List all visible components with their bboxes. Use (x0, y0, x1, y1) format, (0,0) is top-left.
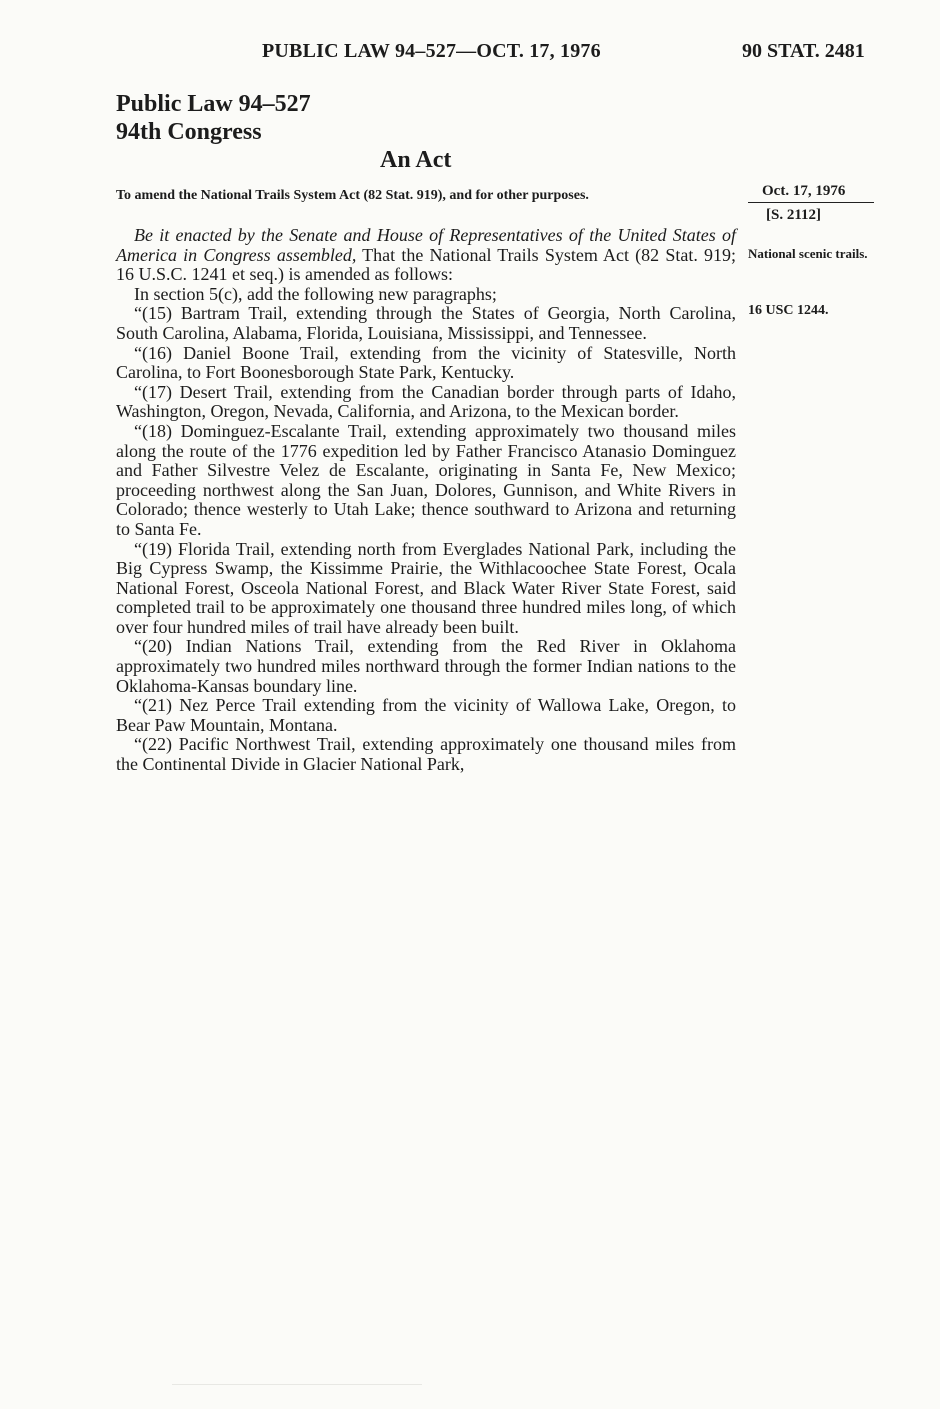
section-paragraph-17: “(17) Desert Trail, extending from the Canadian border through parts of Idaho, Washington, Oregon, Nevada, California, and Arizona, to the Mexican border. (116, 381, 736, 422)
margin-citation: 16 USC 1244. (748, 303, 829, 318)
section-paragraph-18: “(18) Dominguez-Escalante Trail, extending approximately two thousand miles along the route of the 1776 expedition led by Father Francisco Atanasio Dominguez and Father Silvestre Velez de Escalante, originating in Santa Fe, New Mexico; proceeding northwest along the San Juan, Dolores, Gunnison, and White Rivers in Colorado; thence westerly to Utah Lake; thence southward to Arizona and returning to Santa Fe. (116, 420, 736, 539)
enacting-formula: Be it enacted by the Senate and House of Representatives of the United States of America in Congress assembled, (116, 225, 736, 265)
margin-date: Oct. 17, 1976 (748, 181, 874, 203)
running-header (0, 40, 940, 66)
margin-note: National scenic trails. (748, 246, 868, 261)
congress-number: 94th Congress (116, 119, 262, 145)
section-paragraph-19: “(19) Florida Trail, extending north from Everglades National Park, including the Big Cypress Swamp, the Kissimme Prairie, the Withlacoochee State Forest, Ocala National Forest, Osceola National Forest, and Black Water River State Forest, said completed trail to be approximately one thousand three hundred miles long, of which over four hundred miles of trail have already been built. (116, 538, 736, 637)
section-paragraph-16: “(16) Daniel Boone Trail, extending from the vicinity of Statesville, North Carolina, to Fort Boonesborough State Park, Kentucky. (116, 342, 736, 383)
running-title: PUBLIC LAW 94–527—OCT. 17, 1976 (262, 40, 601, 62)
section-paragraph-15: “(15) Bartram Trail, extending through the States of Georgia, North Carolina, South Carolina, Alabama, Florida, Louisiana, Mississippi, and Tennessee. (116, 303, 736, 343)
section-paragraph-intro: In section 5(c), add the following new paragraphs; (134, 283, 497, 304)
section-paragraph-21: “(21) Nez Perce Trail extending from the vicinity of Wallowa Lake, Oregon, to Bear Paw Mountain, Montana. (116, 695, 736, 735)
act-body (116, 226, 736, 775)
act-purpose: To amend the National Trails System Act (82 Stat. 919), and for other purposes. (116, 188, 589, 203)
enacting-clause (116, 226, 736, 285)
act-heading: An Act (380, 147, 452, 173)
section-paragraph-20: “(20) Indian Nations Trail, extending from the Red River in Oklahoma approximately two hundred miles northward through the former Indian nations to the Oklahoma-Kansas boundary line. (116, 636, 736, 696)
scan-artifact-line (172, 1384, 422, 1385)
law-number: Public Law 94–527 (116, 91, 311, 117)
statute-reference: 90 STAT. 2481 (742, 40, 865, 62)
section-paragraph-22: “(22) Pacific Northwest Trail, extending approximately one thousand miles from the Continental Divide in Glacier National Park, (116, 734, 736, 775)
enacting-text: That the National Trails System Act (82 Stat. 919; 16 U.S.C. 1241 et seq.) is amended as follows: (116, 244, 736, 285)
margin-bill-number: [S. 2112] (766, 207, 822, 223)
